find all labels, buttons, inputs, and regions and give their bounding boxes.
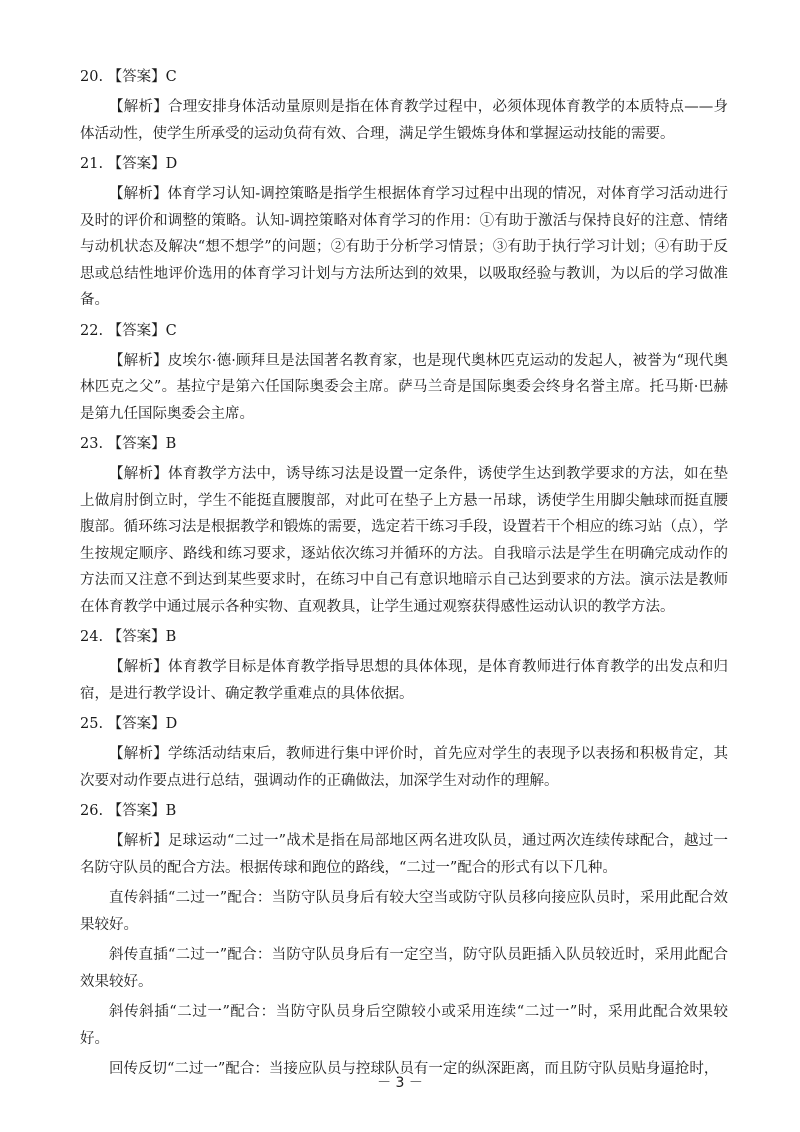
page-number: － 3 －	[377, 1075, 423, 1091]
answer-item-24	[80, 624, 728, 707]
answer-heading: 22. 【答案】C	[80, 322, 177, 339]
answer-heading: 24. 【答案】B	[80, 629, 177, 645]
answer-heading: 26. 【答案】B	[80, 803, 177, 819]
answer-item-26	[80, 798, 728, 1083]
document-body	[80, 64, 728, 1087]
explanation-paragraph: 斜传斜插“二过一”配合：当防守队员身后空隙较小或采用连续“二过一”时，采用此配合效果较好。	[80, 1004, 728, 1047]
answer-item-25	[80, 711, 728, 794]
answer-item-22	[80, 318, 728, 428]
explanation-paragraph: 【解析】足球运动“二过一”战术是指在局部地区两名进攻队员，通过两次连续传球配合，越过一名防守队员的配合方法。根据传球和跑位的路线，“二过一”配合的形式有以下几种。	[80, 833, 728, 876]
explanation-paragraph: 回传反切“二过一”配合：当接应队员与控球队员有一定的纵深距离，而且防守队员贴身逼抢时，	[109, 1061, 719, 1077]
answer-heading: 23. 【答案】B	[80, 436, 177, 452]
explanation-paragraph: 【解析】学练活动结束后，教师进行集中评价时，首先应对学生的表现予以表扬和积极肯定，其次要对动作要点进行总结，强调动作的正确做法，加深学生对动作的理解。	[80, 746, 728, 789]
answer-heading: 21. 【答案】D	[80, 156, 178, 172]
explanation-paragraph: 【解析】合理安排身体活动量原则是指在体育教学过程中，必须体现体育教学的本质特点——身体活动性，使学生所承受的运动负荷有效、合理，满足学生锻炼身体和掌握运动技能的需要。	[80, 99, 728, 142]
answer-item-21	[80, 151, 728, 314]
answer-item-20	[80, 64, 728, 147]
explanation-paragraph: 斜传直插“二过一”配合：当防守队员身后有一定空当，防守队员距插入队员较近时，采用此配合效果较好。	[80, 947, 728, 990]
explanation-paragraph: 【解析】皮埃尔·德·顾拜旦是法国著名教育家，也是现代奥林匹克运动的发起人，被誉为“现代奥林匹克之父”。基拉宁是第六任国际奥委会主席。萨马兰奇是国际奥委会终身名誉主席。托马斯·巴赫是第九任国际奥委会主席。	[80, 352, 728, 422]
answer-heading: 20. 【答案】C	[80, 69, 177, 85]
answer-heading: 25. 【答案】D	[80, 716, 178, 732]
explanation-paragraph: 【解析】体育学习认知-调控策略是指学生根据体育学习过程中出现的情况，对体育学习活动进行及时的评价和调整的策略。认知-调控策略对体育学习的作用：①有助于激活与保持良好的注意、情绪与动机状态及解决“想不想学”的问题；②有助于分析学习情景；③有助于执行学习计划；④有助于反思或总结性地评价选用的体育学习计划与方法所达到的效果，以吸取经验与教训，为以后的学习做准备。	[80, 186, 728, 308]
answer-item-23	[80, 431, 728, 620]
explanation-paragraph: 【解析】体育教学目标是体育教学指导思想的具体体现，是体育教师进行体育教学的出发点和归宿，是进行教学设计、确定教学重难点的具体依据。	[80, 659, 728, 702]
explanation-paragraph: 直传斜插“二过一”配合：当防守队员身后有较大空当或防守队员移向接应队员时，采用此配合效果较好。	[80, 890, 728, 933]
explanation-paragraph: 【解析】体育教学方法中，诱导练习法是设置一定条件，诱使学生达到教学要求的方法，如在垫上做肩肘倒立时，学生不能挺直腰腹部，对此可在垫子上方悬一吊球，诱使学生用脚尖触球而挺直腰腹部。循环练习法是根据教学和锻炼的需要，选定若干练习手段，设置若干个相应的练习站（点），学生按规定顺序、路线和练习要求，逐站依次练习并循环的方法。自我暗示法是学生在明确完成动作的方法而又注意不到达到某些要求时，在练习中自己有意识地暗示自己达到要求的方法。演示法是教师在体育教学中通过展示各种实物、直观教具，让学生通过观察获得感性运动认识的教学方法。	[80, 466, 728, 615]
